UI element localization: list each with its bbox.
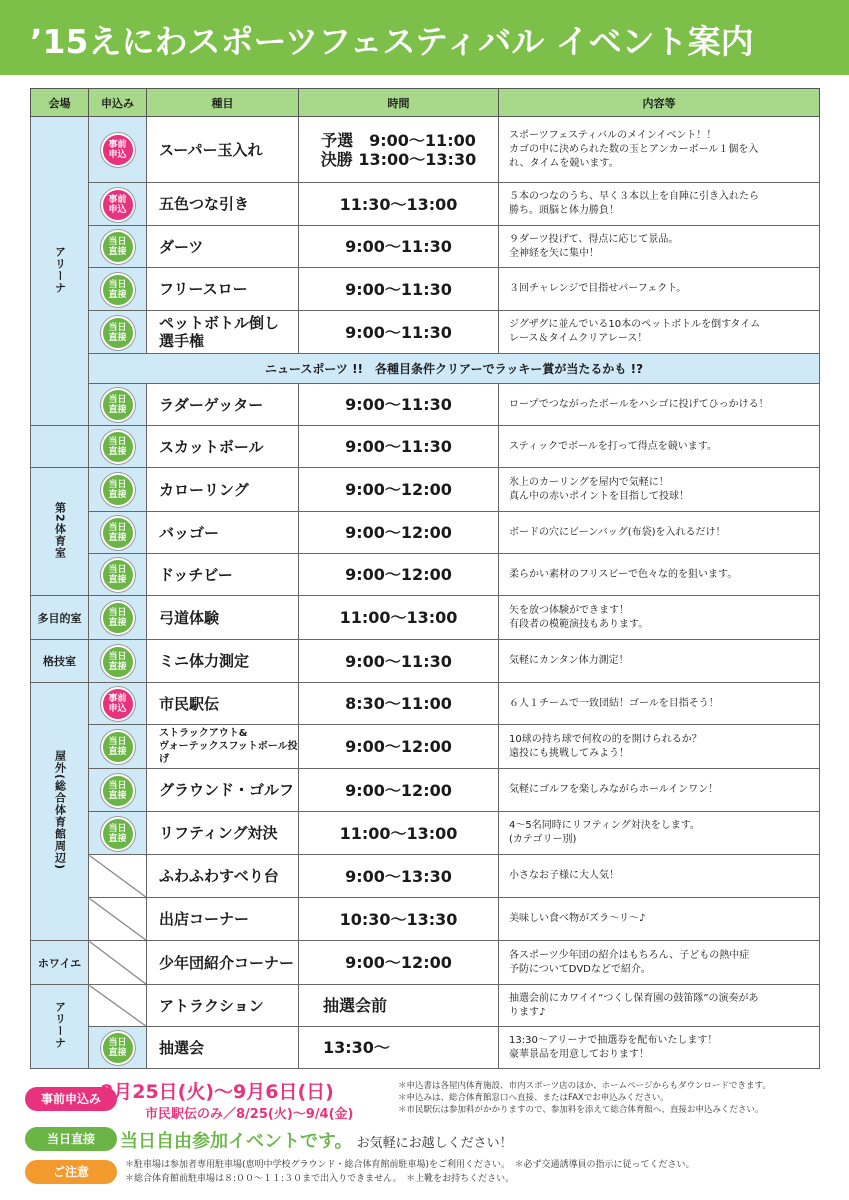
event-name: 市民駅伝 bbox=[147, 683, 299, 725]
day-apply-badge: 当日 直接 bbox=[101, 645, 135, 679]
table-row bbox=[31, 268, 820, 311]
event-name: バッゴー bbox=[147, 512, 299, 554]
event-time: 11:00〜13:00 bbox=[299, 596, 499, 640]
table-row bbox=[31, 384, 820, 426]
event-desc: スポーツフェスティバルのメインイベント！！ カゴの中に決められた数の玉とアンカーボール１個を入 れ、タイムを競います。 bbox=[499, 117, 820, 183]
event-name: ふわふわすべり台 bbox=[147, 855, 299, 898]
table-row bbox=[31, 683, 820, 725]
apply-cell-none bbox=[89, 898, 147, 941]
table-row bbox=[31, 985, 820, 1027]
event-name: ラダーゲッター bbox=[147, 384, 299, 426]
caution-pill: ご注意 bbox=[25, 1160, 117, 1184]
title-bar bbox=[0, 0, 849, 75]
day-apply-badge: 当日 直接 bbox=[101, 316, 135, 350]
table-row bbox=[31, 769, 820, 812]
new-sports-banner: ニュースポーツ !! 各種目条件クリアーでラッキー賞が当たるかも !? bbox=[89, 354, 820, 384]
apply-cell bbox=[89, 426, 147, 468]
ekiden-dates: 市民駅伝のみ／8/25(火)〜9/4(金) bbox=[145, 1107, 354, 1122]
event-name: 弓道体験 bbox=[147, 596, 299, 640]
event-name: 少年団紹介コーナー bbox=[147, 941, 299, 985]
event-time: 9:00〜11:30 bbox=[299, 384, 499, 426]
event-name: ミニ体力測定 bbox=[147, 640, 299, 683]
table-row bbox=[31, 640, 820, 683]
table-row bbox=[31, 117, 820, 183]
day-apply-badge: 当日 直接 bbox=[101, 1031, 135, 1065]
day-apply-badge: 当日 直接 bbox=[101, 516, 135, 550]
event-time: 抽選会前 bbox=[299, 985, 499, 1027]
venue-gym2: 第2体育室 bbox=[31, 468, 89, 596]
event-time: 9:00〜11:30 bbox=[299, 640, 499, 683]
event-name: ドッチビー bbox=[147, 554, 299, 596]
event-name: アトラクション bbox=[147, 985, 299, 1027]
pre-apply-badge: 事前 申込 bbox=[101, 687, 135, 721]
event-name: スーパー玉入れ bbox=[147, 117, 299, 183]
day-apply-badge: 当日 直接 bbox=[101, 430, 135, 464]
event-name: カローリング bbox=[147, 468, 299, 512]
apply-cell bbox=[89, 311, 147, 354]
event-name: スカットボール bbox=[147, 426, 299, 468]
event-name: フリースロー bbox=[147, 268, 299, 311]
event-time: 9:00〜11:30 bbox=[299, 268, 499, 311]
pre-apply-dates: 8月25日(火)〜9月6日(日) bbox=[100, 1081, 334, 1103]
event-time: 9:00〜12:00 bbox=[299, 769, 499, 812]
apply-cell bbox=[89, 512, 147, 554]
apply-cell bbox=[89, 554, 147, 596]
schedule-table bbox=[30, 88, 820, 1069]
event-desc: ３回チャレンジで目指せパーフェクト。 bbox=[499, 268, 820, 311]
table-header-row bbox=[31, 89, 820, 117]
caution-notes: ＊駐車場は参加者専用駐車場(恵明中学校グラウンド・総合体育館前駐車場)をご利用ください。 ＊必ず交通誘導員の指示に従ってください。 ＊総合体育館前駐車場は８:００〜１１:３０まで出入りできません。 ＊上靴をお持ちください。 bbox=[125, 1160, 695, 1184]
apply-cell bbox=[89, 468, 147, 512]
header-apply: 申込み bbox=[89, 89, 147, 117]
venue-outdoor: 屋外(総合体育館周辺) bbox=[31, 683, 89, 941]
apply-cell bbox=[89, 226, 147, 268]
table-row bbox=[31, 311, 820, 354]
event-desc: ジグザグに並んでいる10本のペットボトルを倒すタイム レース＆タイムクリアレース！ bbox=[499, 311, 820, 354]
header-time: 時間 bbox=[299, 89, 499, 117]
event-name: グラウンド・ゴルフ bbox=[147, 769, 299, 812]
apply-cell bbox=[89, 1027, 147, 1069]
event-time: 9:00〜12:00 bbox=[299, 468, 499, 512]
table-row bbox=[31, 596, 820, 640]
event-name: ダーツ bbox=[147, 226, 299, 268]
apply-cell-none bbox=[89, 941, 147, 985]
header-desc: 内容等 bbox=[499, 89, 820, 117]
event-desc: ９ダーツ投げて、得点に応じて景品。 全神経を矢に集中！ bbox=[499, 226, 820, 268]
event-time: 予選 9:00〜11:00 決勝 13:00〜13:30 bbox=[299, 117, 499, 183]
day-apply-badge: 当日 直接 bbox=[101, 473, 135, 507]
table-row bbox=[31, 426, 820, 468]
event-desc: ボードの穴にビーンバッグ(布袋)を入れるだけ！ bbox=[499, 512, 820, 554]
event-name: ストラックアウト& ヴォーテックスフットボール投げ bbox=[147, 725, 299, 769]
apply-cell bbox=[89, 384, 147, 426]
event-time: 9:00〜11:30 bbox=[299, 311, 499, 354]
venue-arena-cont bbox=[31, 426, 89, 468]
header-event: 種目 bbox=[147, 89, 299, 117]
event-time: 10:30〜13:30 bbox=[299, 898, 499, 941]
apply-cell bbox=[89, 268, 147, 311]
event-time: 9:00〜12:00 bbox=[299, 554, 499, 596]
venue-multi: 多目的室 bbox=[31, 596, 89, 640]
event-time: 9:00〜11:30 bbox=[299, 426, 499, 468]
table-row bbox=[31, 554, 820, 596]
apply-cell bbox=[89, 769, 147, 812]
apply-cell bbox=[89, 683, 147, 725]
event-name: 出店コーナー bbox=[147, 898, 299, 941]
event-desc: 美味しい食べ物がズラ〜リ〜♪ bbox=[499, 898, 820, 941]
table-row bbox=[31, 468, 820, 512]
pre-apply-badge: 事前 申込 bbox=[101, 133, 135, 167]
event-time: 9:00〜11:30 bbox=[299, 226, 499, 268]
day-apply-badge: 当日 直接 bbox=[101, 388, 135, 422]
table-row bbox=[31, 1027, 820, 1069]
event-desc: 各スポーツ少年団の紹介はもちろん、子どもの熱中症 予防についてDVDなどで紹介。 bbox=[499, 941, 820, 985]
pre-apply-pill: 事前申込み bbox=[25, 1087, 117, 1111]
table-row bbox=[31, 226, 820, 268]
event-desc: 13:30〜アリーナで抽選券を配布いたします！ 豪華景品を用意しております！ bbox=[499, 1027, 820, 1069]
banner-row bbox=[31, 354, 820, 384]
event-name: リフティング対決 bbox=[147, 812, 299, 855]
event-desc: スティックでボールを打って得点を競います。 bbox=[499, 426, 820, 468]
day-apply-badge: 当日 直接 bbox=[101, 730, 135, 764]
event-desc: 抽選会前にカワイイ“つくし保育園の鼓笛隊”の演奏があ ります♪ bbox=[499, 985, 820, 1027]
event-time: 13:30〜 bbox=[299, 1027, 499, 1069]
event-desc: 柔らかい素材のフリスビーで色々な的を狙います。 bbox=[499, 554, 820, 596]
event-desc: ６人１チームで一致団結！ゴールを目指そう！ bbox=[499, 683, 820, 725]
table-row bbox=[31, 898, 820, 941]
day-apply-badge: 当日 直接 bbox=[101, 817, 135, 851]
table-row bbox=[31, 855, 820, 898]
apply-cell bbox=[89, 183, 147, 226]
table-row bbox=[31, 512, 820, 554]
event-time: 9:00〜12:00 bbox=[299, 941, 499, 985]
day-apply-badge: 当日 直接 bbox=[101, 774, 135, 808]
event-time: 8:30〜11:00 bbox=[299, 683, 499, 725]
page-title: ’15えにわスポーツフェスティバル イベント案内 bbox=[30, 22, 754, 61]
table-row bbox=[31, 183, 820, 226]
apply-notes: ＊申込書は各屋内体育施設、市内スポーツ店のほか、ホームページからもダウンロードできます。 ＊申込みは、総合体育館窓口へ直接、またはFAXでお申込みください。 ＊市民駅伝は参加料がかかりますので、参加料を添えて総合体育館へ、直接お申込みください。 bbox=[398, 1081, 771, 1115]
event-name: 抽選会 bbox=[147, 1027, 299, 1069]
header-venue: 会場 bbox=[31, 89, 89, 117]
event-time: 9:00〜12:00 bbox=[299, 512, 499, 554]
event-name: ペットボトル倒し 選手権 bbox=[147, 311, 299, 354]
event-desc: 10球の持ち球で何枚の的を開けられるか？ 遠投にも挑戦してみよう！ bbox=[499, 725, 820, 769]
event-desc: 気軽にカンタン体力測定！ bbox=[499, 640, 820, 683]
apply-cell bbox=[89, 725, 147, 769]
event-time: 9:00〜13:30 bbox=[299, 855, 499, 898]
event-name: 五色つな引き bbox=[147, 183, 299, 226]
event-desc: ロープでつながったボールをハシゴに投げてひっかける！ bbox=[499, 384, 820, 426]
event-desc: 氷上のカーリングを屋内で気軽に！ 真ん中の赤いポイントを目指して投球！ bbox=[499, 468, 820, 512]
apply-cell bbox=[89, 117, 147, 183]
apply-cell bbox=[89, 596, 147, 640]
apply-cell bbox=[89, 640, 147, 683]
day-apply-badge: 当日 直接 bbox=[101, 230, 135, 264]
venue-combat: 格技室 bbox=[31, 640, 89, 683]
event-desc: ５本のつなのうち、早く３本以上を自陣に引き入れたら 勝ち。頭脳と体力勝負！ bbox=[499, 183, 820, 226]
day-apply-text: 当日自由参加イベントです。 お気軽にお越しください！ bbox=[120, 1131, 513, 1152]
event-time: 11:00〜13:00 bbox=[299, 812, 499, 855]
venue-foyer: ホワイエ bbox=[31, 941, 89, 985]
venue-arena-2: アリーナ bbox=[31, 985, 89, 1069]
apply-cell-none bbox=[89, 855, 147, 898]
apply-cell bbox=[89, 812, 147, 855]
event-desc: 小さなお子様に大人気！ bbox=[499, 855, 820, 898]
event-desc: 4〜5名同時にリフティング対決をします。 (カテゴリー別) bbox=[499, 812, 820, 855]
pre-apply-badge: 事前 申込 bbox=[101, 188, 135, 222]
apply-cell-none bbox=[89, 985, 147, 1027]
table-row bbox=[31, 941, 820, 985]
event-time: 11:30〜13:00 bbox=[299, 183, 499, 226]
event-time: 9:00〜12:00 bbox=[299, 725, 499, 769]
table-row bbox=[31, 725, 820, 769]
venue-arena: アリーナ bbox=[31, 117, 89, 426]
day-apply-badge: 当日 直接 bbox=[101, 558, 135, 592]
table-row bbox=[31, 812, 820, 855]
day-apply-badge: 当日 直接 bbox=[101, 273, 135, 307]
day-apply-pill: 当日直接 bbox=[25, 1127, 117, 1151]
event-desc: 気軽にゴルフを楽しみながらホールインワン！ bbox=[499, 769, 820, 812]
event-desc: 矢を放つ体験ができます！ 有段者の模範演技もあります。 bbox=[499, 596, 820, 640]
day-apply-badge: 当日 直接 bbox=[101, 601, 135, 635]
